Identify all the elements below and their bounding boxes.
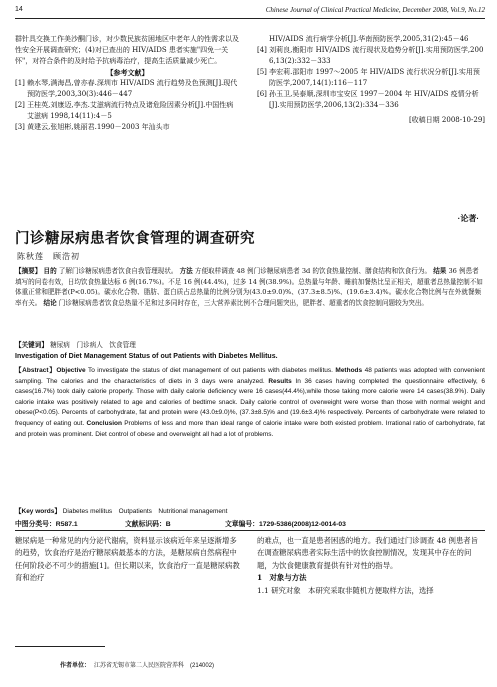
keywords-en-label: 【Key words】	[15, 508, 61, 515]
reference-item: HIV/AIDS 流行病学分析[J].华南预防医学,2005,31(2):45－46	[269, 35, 469, 43]
methods-text: 方便取样调查 48 例门诊糖尿病患者 3d 的饮食热量控制、膳食结构和饮食行为。	[194, 267, 432, 275]
page-number: 14	[15, 6, 23, 13]
document-code: 文献标识码：B	[125, 521, 171, 528]
top-right-column	[257, 34, 485, 133]
english-keywords	[15, 506, 485, 515]
keywords-label: 【关键词】	[15, 341, 48, 349]
body-paragraph: 糖尿病是一种常见的内分泌代谢病，资料显示该病近年来呈逐渐增多的趋势，饮食治疗是治疗糖尿病最基本的方法，是糖尿病自然病程中任何阶段必不可少的措施[1]。但长期以来，饮食治疗一直是糖尿病教育和治疗	[15, 536, 240, 583]
reference-item: [3] 黄建云,张旭彬,姚丽君.1990－2003 年汕头市	[15, 123, 170, 131]
reference-item: [2] 王桂英,刘康迈,李杰.艾滋病流行特点及诸危险因素分析[J].中国性病艾滋病 1998,14(11):4－5	[15, 101, 234, 120]
abstract-rule	[15, 530, 485, 531]
subsection-paragraph: 1.1 研究对象 本研究采取非随机方便取样方法，选择	[257, 585, 434, 595]
article-number: 文章编号：1729-5386(2008)12-0014-03	[225, 521, 346, 528]
methods-en-label: Methods	[335, 367, 363, 374]
body-paragraph: 的难点，也一直是患者困惑的地方。我们通过门诊调查 48 例患者旨在调查糖尿病患者实际生活中的饮食控制情况，发现其中存在的问题，为饮食健康教育提供有针对性的指导。	[257, 536, 479, 570]
keywords-en-text: Diabetes mellitus Outpatients Nutritional management	[62, 508, 228, 515]
results-en-text: In 36 cases having completed the questionnaire effectively, 6 cases(16.7%) took daily calorie properly. Those with daily calorie deficiency were 16 cases(44.4%),while those taking more calorie were 14 cases(38.9%). Daily calorie intake was positively related to age and calories of bedtime snack. Daily calorie control of overweight were worse than those with normal weight and obese(P<0.05). Percents of carbohydrate, fat and protein were (43.0±9.0)%, (37.3±8.5)% and (19.6±3.4)% respectively. Percents of carbohydrate were related to frequency of eating out.	[15, 377, 485, 427]
results-en-label: Results	[268, 377, 292, 385]
abstract-label: 【摘要】	[15, 267, 42, 275]
objective-en-text: To investigate the status of diet management of out patients with diabetes mellitus.	[85, 367, 336, 374]
affiliation-text: 江苏省无锡市第二人民医院营养科 (214002)	[94, 663, 215, 669]
references-title: 【参考文献】	[106, 68, 149, 77]
header-rule	[15, 18, 485, 19]
chinese-keywords	[15, 339, 485, 349]
methods-label: 方法	[179, 267, 193, 275]
section-heading: 1 对象与方法	[257, 573, 307, 583]
clc-number: 中图分类号：R587.1	[15, 521, 78, 528]
continued-paragraph: 群针具交换工作美沙酮门诊，对少数民族贫困地区中老年人的性需求以及性安全开展调查研究；(4)对已查出的 HIV/AIDS 患者实施"四免一关怀"，对符合条件的及时给予抗病毒治疗，提高生活质量减少死亡。	[15, 35, 239, 65]
reference-item: [5] 李宏莉.邵阳市 1997～2005 年 HIV/AIDS 流行状况分析[J].实用预防医学,2007,14(1):116－117	[257, 68, 480, 87]
received-date: [收稿日期 2008-10-29]	[408, 116, 485, 124]
conclusion-text: 门诊糖尿病患者饮食总热量不足和过多同时存在，三大营养素比例不合理问题突出，肥胖者、超重者的饮食控制问题较为突出。	[58, 298, 429, 307]
methods-en-text: 48 patients was adopted with convenient sampling. The calories and the characteristics of diets in 3 days were analyzed.	[15, 367, 485, 385]
affiliation-label: 作者单位：	[60, 663, 91, 669]
classification-line	[15, 518, 485, 528]
section-tag: ·论著·	[457, 214, 479, 223]
journal-citation: Chinese Journal of Clinical Practical Medicine, December 2008, Vol.9, No.12	[265, 6, 485, 14]
footnote-rule	[15, 646, 105, 647]
conclusion-label: 结论	[43, 298, 57, 307]
results-text: 36 例患者填写的问卷有效，日均饮食热量达标 6 例(16.7%)。不足 16 例(44.4%)，过多 14 例(38.9%)。总热量与年龄、睡前加餐热比呈正相关，超重者总热量控制不如体重正常和肥胖者(P<0.05)。碳水化合物、脂肪、蛋白质占总热量的比例分别为(43.0±9.0)%、(37.3±8.5)%、(19.6±3.4)%。碳水化合物比例与在外就餐频率有关。	[15, 267, 483, 307]
english-title: Investigation of Diet Management Status of out Patients with Diabetes Mellitus.	[15, 353, 278, 360]
results-label: 结果	[433, 267, 447, 275]
objective-label: 目的	[43, 267, 57, 275]
english-abstract	[15, 366, 485, 440]
abstract-en-label: 【Abstract】	[15, 367, 57, 374]
running-header	[15, 6, 485, 18]
body-left-column	[15, 535, 240, 585]
reference-item: [6] 孙玉卫,吴泰顺,深圳市宝安区 1997－2004 年 HIV/AIDS 疫情分析[J].实用预防医学,2006,13(2):334－336	[257, 90, 479, 109]
article-authors: 陈秋莲 顾浩初	[17, 252, 80, 261]
reference-item: [1] 赖水琴,满海昌,曾亦春.深圳市 HIV/AIDS 流行趋势及色预测[J].现代预防医学,2003,30(3):446－447	[15, 79, 238, 98]
article-title: 门诊糖尿病患者饮食管理的调查研究	[15, 231, 255, 247]
objective-text: 了解门诊糖尿病患者饮食自我管理现状。	[58, 267, 178, 275]
chinese-abstract	[15, 266, 485, 308]
keywords-text: 糖尿病 门诊病人 饮食管理	[50, 341, 136, 349]
body-right-column	[257, 535, 485, 597]
conclusion-en-label: Conclusion	[86, 419, 122, 427]
objective-en-label: Objective	[56, 367, 86, 374]
reference-item: [4] 刘莉良,衡阳市 HIV/AIDS 流行现状及趋势分析[J].实用预防医学,2006,13(2):332－333	[257, 46, 484, 65]
author-affiliation	[60, 660, 214, 669]
conclusion-en-text: Problems of less and more than ideal range of calorie intake were both existed problem. Irrational ratio of carbohydrate, fat and protein was prominent. Diet control of obese and overweight all had a lot of problems.	[15, 419, 485, 438]
top-left-column	[15, 34, 240, 133]
